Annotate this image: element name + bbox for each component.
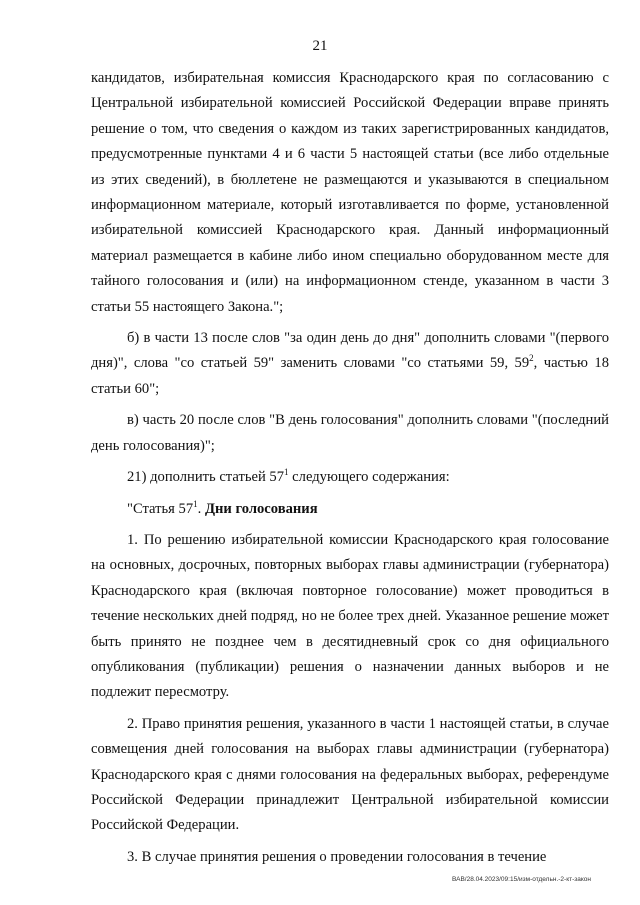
- article-heading: [91, 497, 609, 522]
- paragraph-continuation: кандидатов, избирательная комиссия Краснодарского края по согласованию с Центральной избирательной комиссией Российской Федерации вправе принять решение о том, что сведения о каждом из таких зарегистрированных кандидатов, предусмотренные пунктами 4 и 6 части 5 настоящей статьи (все либо отдельные из этих сведений), в бюллетене не размещаются и указываются в специальном информационном материале, который изготавливается по форме, установленной избирательной комиссией Краснодарского края. Данный информационный материал размещается в кабине либо ином специально оборудованном месте для тайного голосования и (или) на информационном стенде, указанном в части 3 статьи 55 настоящего Закона.";: [91, 70, 609, 315]
- superscript: 1: [284, 467, 289, 478]
- paragraph-v: в) часть 20 после слов "В день голосования" дополнить словами "(последний день голосования)";: [91, 412, 609, 454]
- paragraph-b: [91, 326, 609, 402]
- footer-stamp: ВАВ/28.04.2023/09:15/изм-отдельн.-2-кт-закон: [452, 876, 591, 883]
- paragraph-21-text-end: следующего содержания:: [288, 469, 450, 486]
- paragraph-b-text-end: , частью 18 статьи 60";: [91, 355, 609, 397]
- article-number: "Статья 57: [127, 500, 194, 517]
- clause-2: 2. Право принятия решения, указанного в части 1 настоящей статьи, в случае совмещения дней голосования на выборах главы администрации (губернатора) Краснодарского края с днями голосования на федеральных выборах, референдуме Российской Федерации принадлежит Центральной избирательной комиссии Российской Федерации.: [91, 715, 609, 834]
- paragraph-b-text: б) в части 13 после слов "за один день до дня" дополнить словами "(первого дня)", слова "со статьей 59" заменить словами "со статьями 59, 59: [91, 330, 609, 372]
- clause-1: 1. По решению избирательной комиссии Краснодарского края голосование на основных, досрочных, повторных выборах главы администрации (губернатора) Краснодарского края (включая повторное голосование) может проводиться в течение нескольких дней подряд, но не более трех дней. Указанное решение может быть принято не позднее чем в десятидневный срок со дня официального опубликования (публикации) решения о назначении данных выборов и не подлежит пересмотру.: [91, 531, 609, 701]
- paragraph-21-text: 21) дополнить статьей 57: [127, 469, 285, 486]
- paragraph-21: [91, 465, 609, 490]
- document-body: [91, 66, 609, 870]
- superscript: 1: [193, 498, 198, 509]
- page-number: 21: [312, 38, 328, 54]
- superscript: 2: [529, 353, 534, 364]
- clause-3: 3. В случае принятия решения о проведении голосования в течение: [127, 848, 547, 865]
- article-separator: .: [197, 500, 205, 517]
- article-title: Дни голосования: [204, 500, 318, 517]
